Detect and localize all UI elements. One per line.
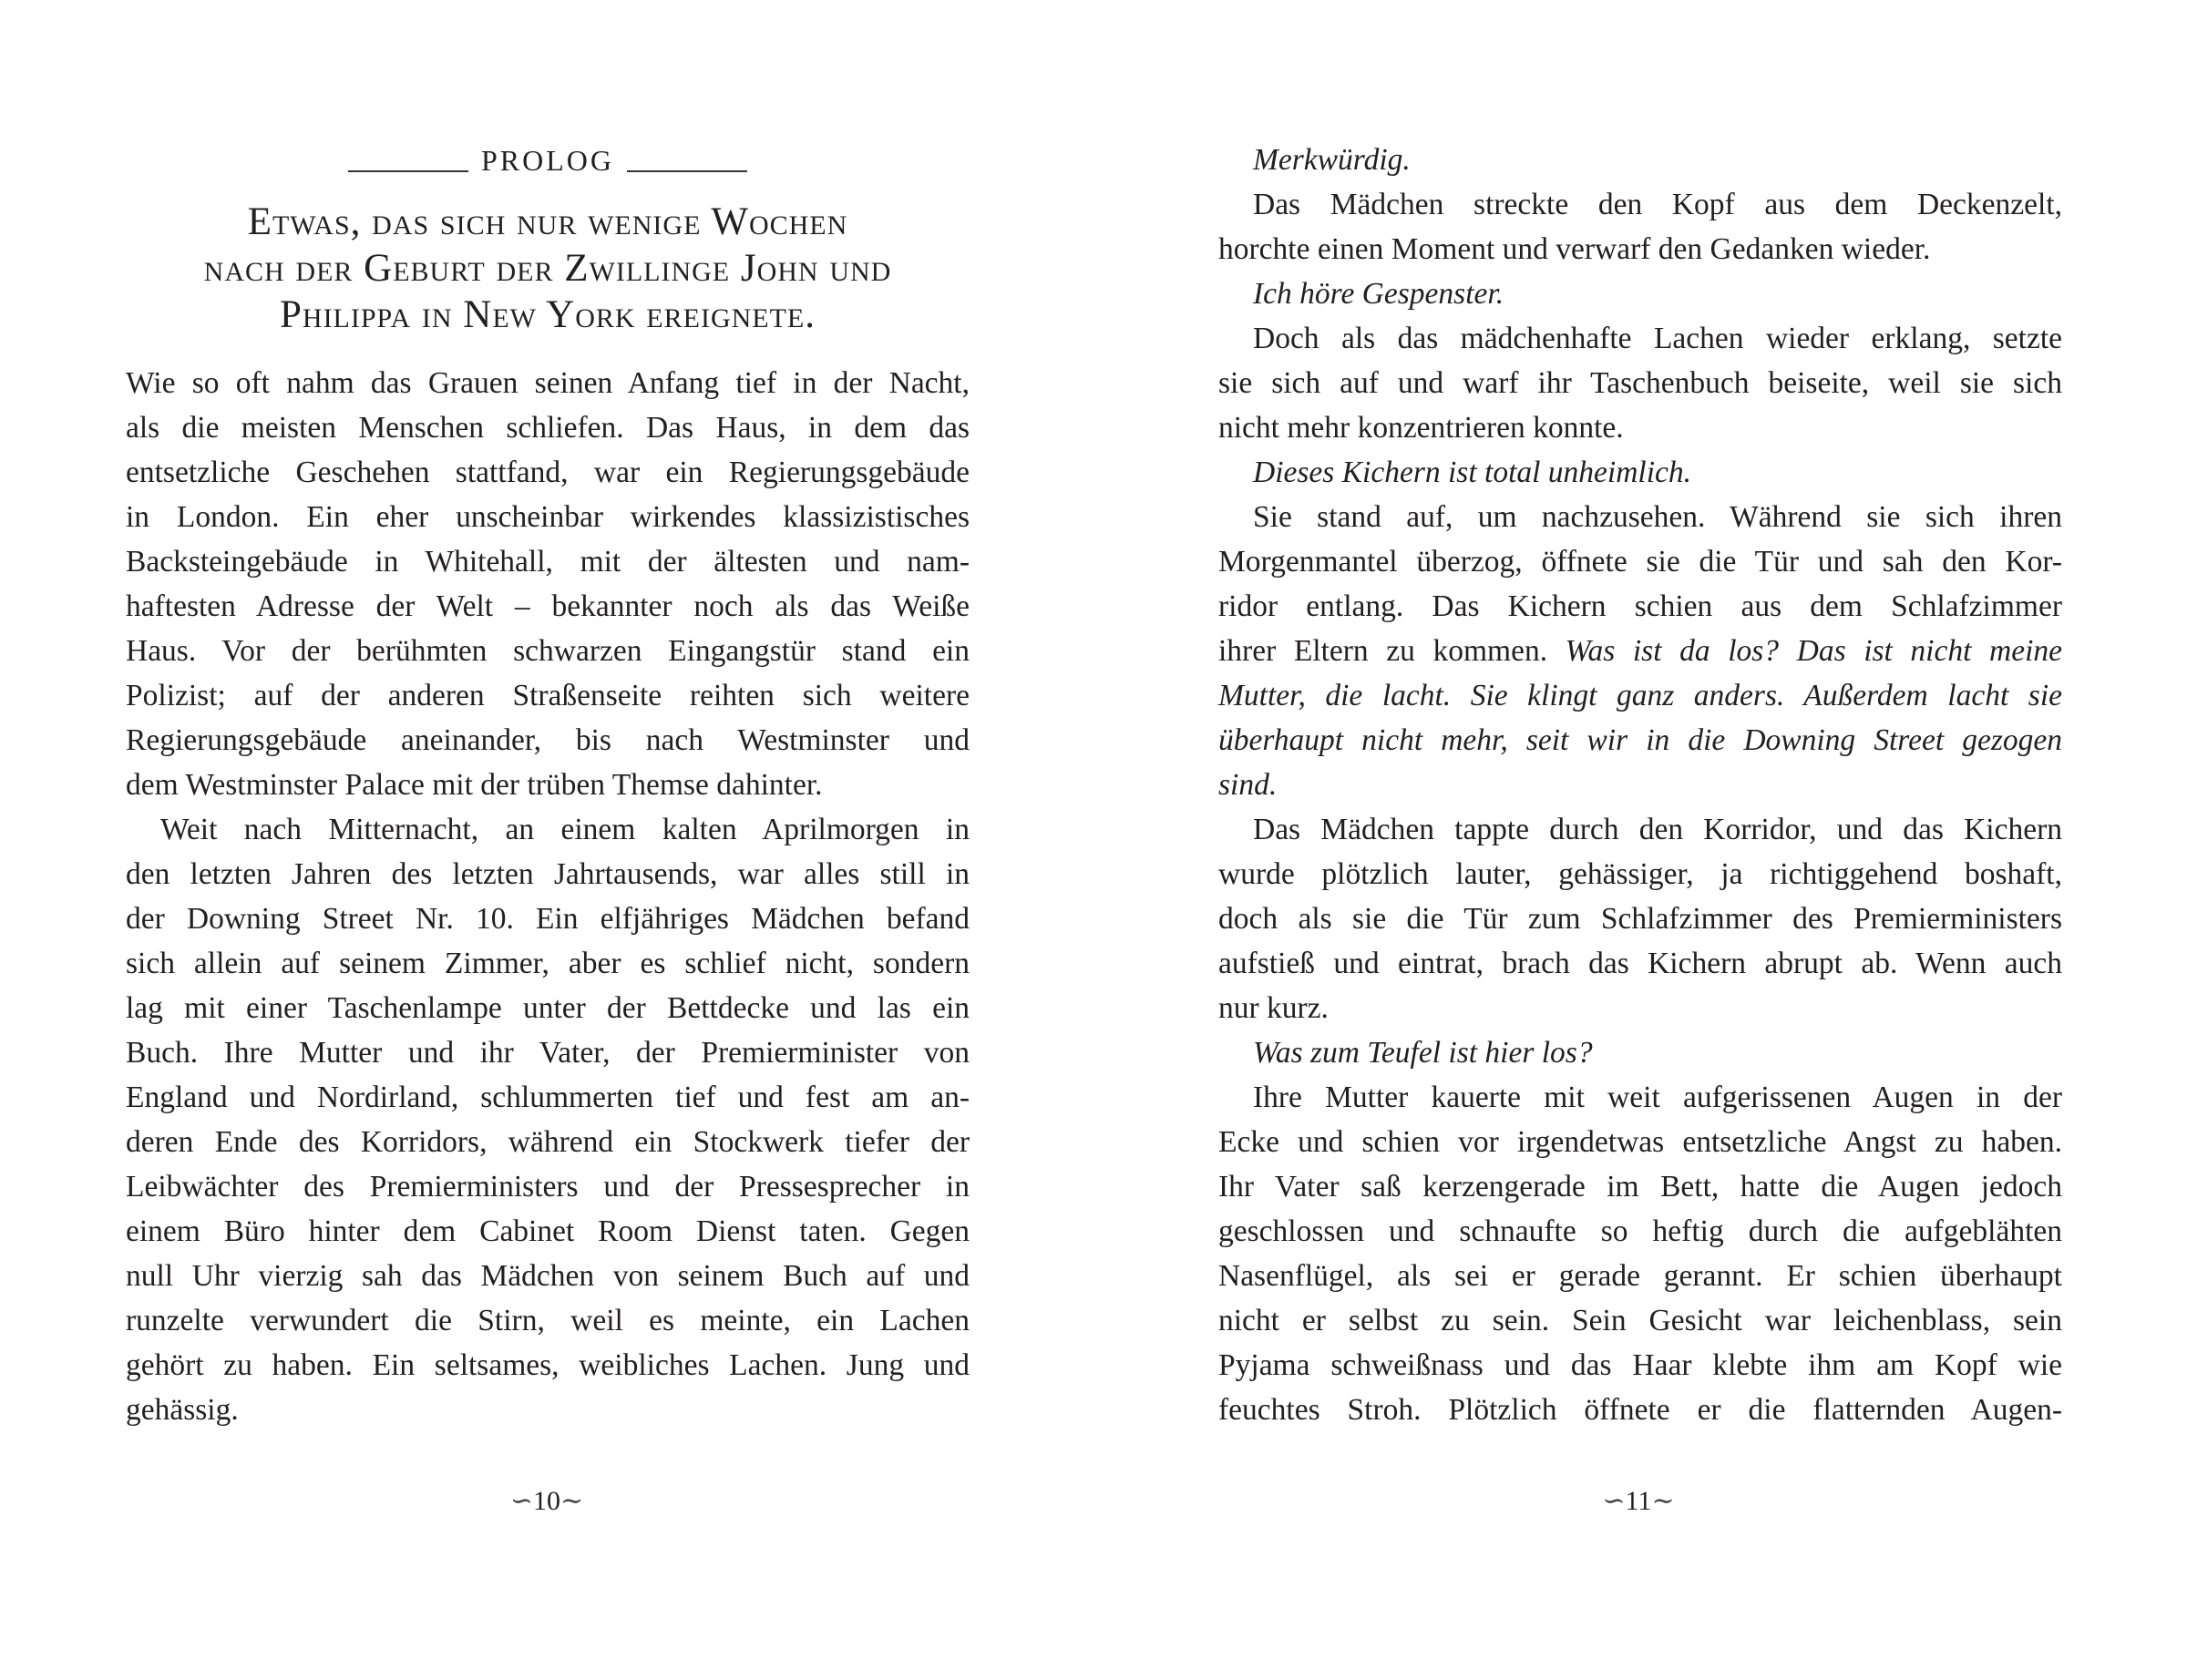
heading-rule-right	[627, 170, 747, 172]
text-line	[126, 1343, 970, 1388]
line-text-italic: Merkwürdig.	[1253, 143, 1411, 177]
text-line	[1218, 316, 2062, 361]
text-line	[126, 1120, 970, 1164]
line-text: Sie stand auf, um nachzusehen. Während sie sich ihren	[1253, 500, 2062, 534]
text-line	[126, 1388, 970, 1432]
line-text: nicht mehr konzentrieren konnte.	[1218, 411, 1624, 445]
title-line: Etwas, das sich nur wenige Wochen	[247, 200, 848, 243]
text-line	[1218, 405, 2062, 450]
text-line	[126, 1209, 970, 1254]
line-text: Regierungsgebäude aneinander, bis nach Westminster und	[126, 723, 970, 757]
line-text-italic: Was zum Teufel ist hier los?	[1253, 1036, 1593, 1070]
line-text: Polizist; auf der anderen Straßenseite reihten sich weitere	[126, 679, 970, 712]
chapter-label: PROLOG	[480, 144, 614, 177]
line-text: sie sich auf und warf ihr Taschenbuch beiseite, weil sie sich	[1218, 366, 2062, 400]
text-line	[1218, 1075, 2062, 1120]
text-line	[126, 941, 970, 986]
text-line	[1218, 629, 2062, 673]
text-line	[126, 1164, 970, 1209]
text-line	[1218, 450, 2062, 495]
line-text: Das Mädchen tappte durch den Korridor, und das Kichern	[1253, 813, 2062, 846]
line-text: dem Westminster Palace mit der trüben Themse dahinter.	[126, 768, 823, 802]
line-text: geschlossen und schnaufte so heftig durch die aufgeblähten	[1218, 1214, 2062, 1248]
line-text: deren Ende des Korridors, während ein Stockwerk tiefer der	[126, 1125, 970, 1159]
line-text: England und Nordirland, schlummerten tief und fest am an-	[126, 1081, 970, 1114]
text-line	[1218, 227, 2062, 271]
line-text: feuchtes Stroh. Plötzlich öffnete er die flatternden Augen-	[1218, 1393, 2062, 1427]
line-text: Buch. Ihre Mutter und ihr Vater, der Premierminister von	[126, 1036, 970, 1070]
text-line	[1218, 1388, 2062, 1432]
page-number: 10	[533, 1486, 560, 1516]
text-line	[1218, 1030, 2062, 1075]
line-text: gehört zu haben. Ein seltsames, weibliches Lachen. Jung und	[126, 1348, 970, 1382]
swash-ornament: ∼	[1651, 1486, 1675, 1516]
line-text: gehässig.	[126, 1393, 239, 1427]
text-line	[126, 852, 970, 896]
left-page-body	[126, 361, 970, 1432]
text-line	[126, 1254, 970, 1298]
line-text: als die meisten Menschen schliefen. Das Haus, in dem das	[126, 411, 970, 445]
text-line	[1218, 361, 2062, 405]
text-line	[1218, 1209, 2062, 1254]
line-text-italic: Ich höre Gespenster.	[1253, 277, 1504, 311]
line-text: nur kurz.	[1218, 991, 1329, 1025]
swash-ornament: ∼	[560, 1486, 584, 1516]
line-text: sich allein auf seinem Zimmer, aber es schlief nicht, sondern	[126, 947, 970, 980]
text-line	[126, 361, 970, 405]
text-line	[126, 986, 970, 1030]
text-line	[1218, 1298, 2062, 1343]
text-line	[1218, 763, 2062, 807]
text-line	[126, 405, 970, 450]
line-text: Morgenmantel überzog, öffnete sie die Tür und sah den Kor-	[1218, 545, 2062, 579]
line-text: Doch als das mädchenhafte Lachen wieder erklang, setzte	[1253, 322, 2062, 355]
page-number: 11	[1625, 1486, 1652, 1516]
right-page-body	[1218, 138, 2062, 1432]
text-line	[1218, 673, 2062, 718]
line-text: in London. Ein eher unscheinbar wirkendes klassizistisches	[126, 500, 970, 534]
line-text: Wie so oft nahm das Grauen seinen Anfang tief in der Nacht,	[126, 366, 970, 400]
heading-rule-left	[348, 170, 468, 172]
text-line	[126, 495, 970, 539]
line-text-italic: überhaupt nicht mehr, seit wir in die Downing Street gezogen	[1218, 723, 2062, 757]
title-line: Philippa in New York ereignete.	[279, 293, 816, 336]
line-text: der Downing Street Nr. 10. Ein elfjähriges Mädchen befand	[126, 902, 970, 936]
text-line	[1218, 271, 2062, 316]
swash-ornament: ∽	[1602, 1486, 1626, 1516]
line-text: runzelte verwundert die Stirn, weil es meinte, ein Lachen	[126, 1304, 970, 1337]
line-text: Haus. Vor der berühmten schwarzen Eingangstür stand ein	[126, 634, 970, 668]
page-number-left	[456, 1481, 638, 1521]
line-text: nicht er selbst zu sein. Sein Gesicht war leichenblass, sein	[1218, 1304, 2062, 1337]
text-line	[1218, 718, 2062, 763]
line-text: horchte einen Moment und verwarf den Gedanken wieder.	[1218, 232, 1931, 266]
line-text: null Uhr vierzig sah das Mädchen von seinem Buch auf und	[126, 1259, 970, 1293]
line-text: den letzten Jahren des letzten Jahrtausends, war alles still in	[126, 857, 970, 891]
text-line	[1218, 896, 2062, 941]
line-text: Ihre Mutter kauerte mit weit aufgerissenen Augen in der	[1253, 1081, 2062, 1114]
line-text: Ihr Vater saß kerzengerade im Bett, hatte die Augen jedoch	[1218, 1170, 2062, 1204]
title-line: nach der Geburt der Zwillinge John und	[203, 247, 892, 290]
text-line	[126, 1030, 970, 1075]
text-line	[1218, 495, 2062, 539]
text-line	[126, 584, 970, 629]
line-text-italic: Was ist da los? Das ist nicht meine	[1565, 634, 2062, 668]
line-text: ridor entlang. Das Kichern schien aus dem Schlafzimmer	[1218, 589, 2062, 623]
line-text: ihrer Eltern zu kommen.	[1218, 634, 1566, 668]
text-line	[126, 450, 970, 495]
line-text: wurde plötzlich lauter, gehässiger, ja richtiggehend boshaft,	[1218, 857, 2062, 891]
line-text: Leibwächter des Premierministers und der Pressesprecher in	[126, 1170, 970, 1204]
line-text: aufstieß und eintrat, brach das Kichern abrupt ab. Wenn auch	[1218, 947, 2062, 980]
line-text: Weit nach Mitternacht, an einem kalten Aprilmorgen in	[160, 813, 970, 846]
line-text: lag mit einer Taschenlampe unter der Bettdecke und las ein	[126, 991, 970, 1025]
text-line	[126, 539, 970, 584]
chapter-title	[126, 199, 970, 338]
text-line	[1218, 182, 2062, 227]
text-line	[126, 763, 970, 807]
line-text: Das Mädchen streckte den Kopf aus dem Deckenzelt,	[1253, 188, 2062, 221]
text-line	[126, 629, 970, 673]
text-line	[126, 1298, 970, 1343]
text-line	[1218, 584, 2062, 629]
line-text: haftesten Adresse der Welt – bekannter noch als das Weiße	[126, 589, 970, 623]
text-line	[1218, 852, 2062, 896]
text-line	[1218, 807, 2062, 852]
line-text: Nasenflügel, als sei er gerade gerannt. Er schien überhaupt	[1218, 1259, 2062, 1293]
text-line	[1218, 1120, 2062, 1164]
line-text: entsetzliche Geschehen stattfand, war ein Regierungsgebäude	[126, 456, 970, 489]
text-line	[1218, 986, 2062, 1030]
text-line	[1218, 138, 2062, 182]
text-line	[1218, 1343, 2062, 1388]
text-line	[1218, 539, 2062, 584]
text-line	[1218, 941, 2062, 986]
chapter-heading	[126, 138, 970, 182]
text-line	[1218, 1254, 2062, 1298]
line-text-italic: sind.	[1218, 768, 1278, 802]
text-line	[126, 673, 970, 718]
page-number-right	[1547, 1481, 1730, 1521]
line-text-italic: Dieses Kichern ist total unheimlich.	[1253, 456, 1692, 489]
line-text: doch als sie die Tür zum Schlafzimmer des Premierministers	[1218, 902, 2062, 936]
text-line	[126, 718, 970, 763]
swash-ornament: ∽	[509, 1486, 533, 1516]
text-line	[126, 807, 970, 852]
line-text: Pyjama schweißnass und das Haar klebte ihm am Kopf wie	[1218, 1348, 2062, 1382]
line-text: einem Büro hinter dem Cabinet Room Dienst taten. Gegen	[126, 1214, 970, 1248]
line-text: Ecke und schien vor irgendetwas entsetzliche Angst zu haben.	[1218, 1125, 2062, 1159]
line-text: Backsteingebäude in Whitehall, mit der ältesten und nam-	[126, 545, 970, 579]
text-line	[126, 896, 970, 941]
text-line	[126, 1075, 970, 1120]
text-line	[1218, 1164, 2062, 1209]
line-text-italic: Mutter, die lacht. Sie klingt ganz anders. Außerdem lacht sie	[1218, 679, 2062, 712]
